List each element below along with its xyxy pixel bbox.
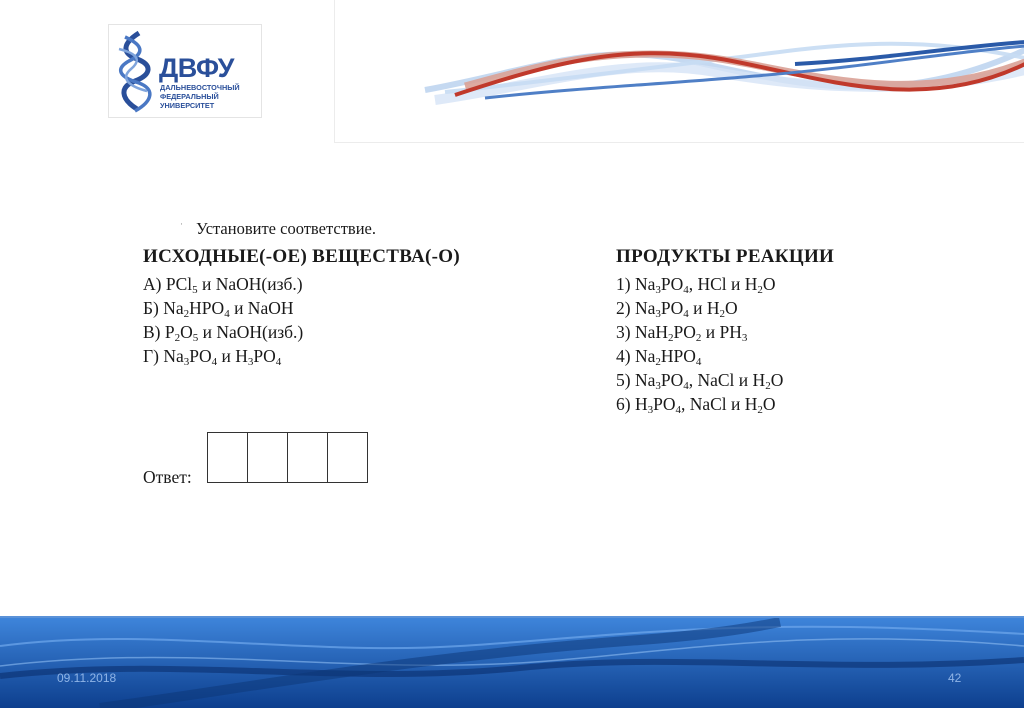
logo-subtitle <box>160 83 264 111</box>
header-waves <box>335 0 1024 142</box>
answer-cell-b[interactable] <box>248 433 288 482</box>
university-logo <box>108 24 262 118</box>
list-item: 4) $Na_2HPO_4$ <box>616 346 702 368</box>
list-item: 1) $Na_3PO_4$, HCl и $H_2O$ <box>616 274 776 296</box>
task-instruction: Установите соответствие. <box>196 219 376 238</box>
list-item: 3) $NaH_2PO_2$ и $PH_3$ <box>616 322 748 344</box>
logo-subtitle-line: ДАЛЬНЕВОСТОЧНЫЙ <box>160 83 240 92</box>
logo-title: ДВФУ <box>159 53 234 83</box>
answer-cell-d[interactable] <box>328 433 367 482</box>
list-item: 6) $H_3PO_4$, NaCl и $H_2O$ <box>616 394 776 416</box>
products-list <box>616 272 783 416</box>
reactants-list <box>143 272 303 368</box>
slide-number: 42 <box>948 671 962 685</box>
footer-band <box>0 616 1024 708</box>
products-heading: ПРОДУКТЫ РЕАКЦИИ <box>616 246 835 267</box>
logo-subtitle-line: ФЕДЕРАЛЬНЫЙ <box>160 92 219 102</box>
answer-cell-c[interactable] <box>288 433 328 482</box>
list-item: Б) $Na_2HPO_4$ и NaOH <box>143 298 294 320</box>
answer-cell-a[interactable] <box>208 433 248 482</box>
helix-icon <box>113 29 163 115</box>
logo-subtitle-line: УНИВЕРСИТЕТ <box>160 101 215 111</box>
reactants-heading: ИСХОДНЫЕ(-ОЕ) ВЕЩЕСТВА(-О) <box>143 246 460 267</box>
list-item: Г) $Na_3PO_4$ и $H_3PO_4$ <box>143 346 282 368</box>
list-item: 5) $Na_3PO_4$, NaCl и $H_2O$ <box>616 370 784 392</box>
bullet-mark: · <box>180 219 183 229</box>
answer-label: Ответ: <box>143 467 192 487</box>
footer-divider <box>0 616 1024 618</box>
list-item: В) $P_2O_5$ и NaOH(изб.) <box>143 322 304 344</box>
list-item: А) PCl$_5$ и NaOH(изб.) <box>143 274 303 296</box>
header-banner <box>334 0 1024 143</box>
answer-grid <box>207 432 368 483</box>
list-item: 2) $Na_3PO_4$ и $H_2O$ <box>616 298 738 320</box>
slide-date: 09.11.2018 <box>57 671 117 685</box>
